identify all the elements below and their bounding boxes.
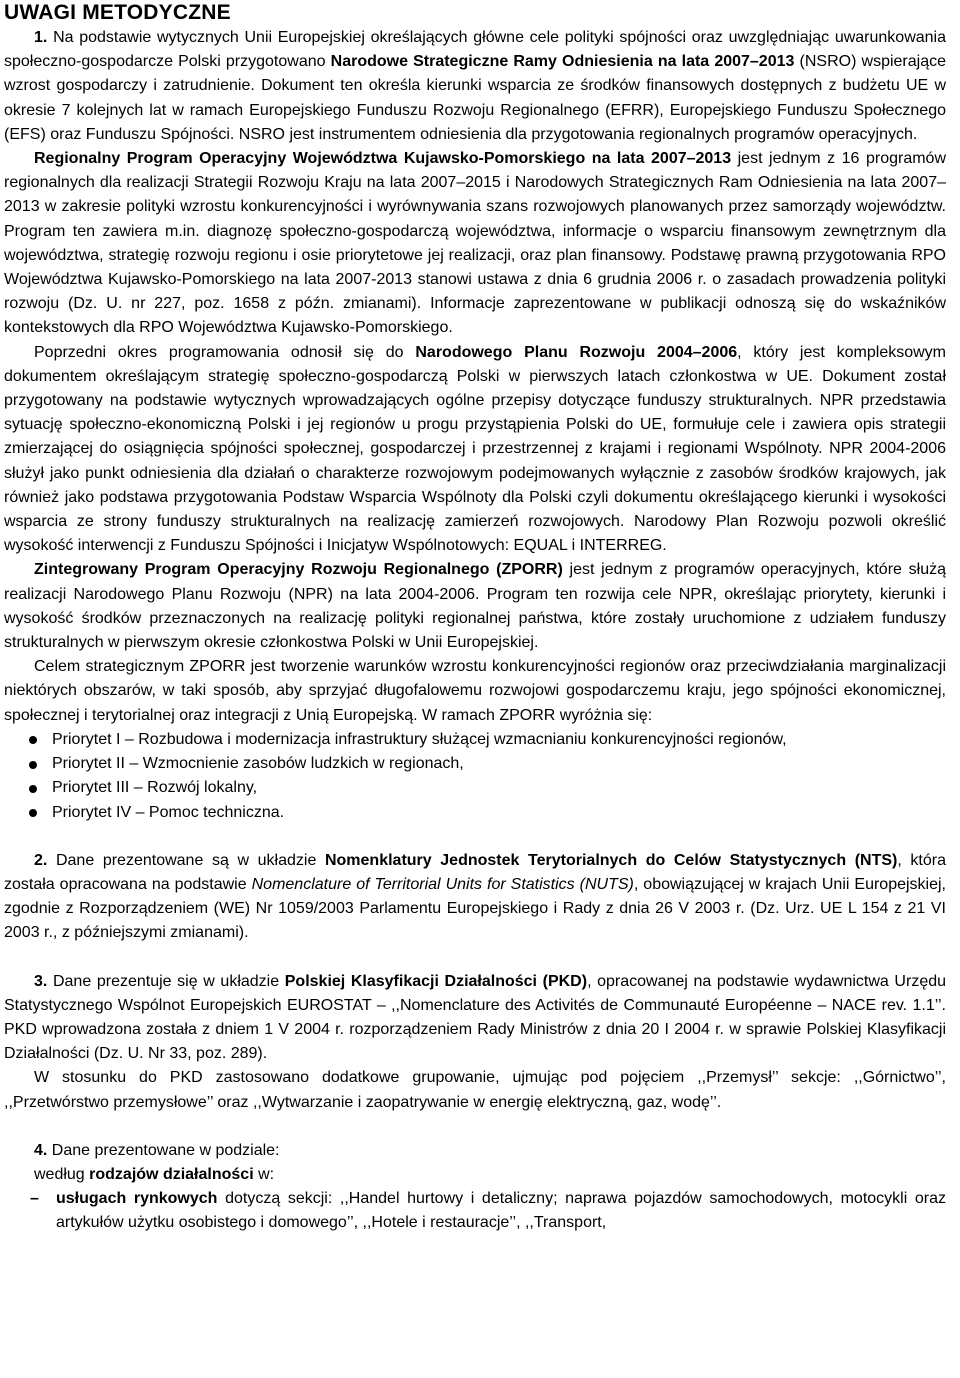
bullet-icon [29,809,37,817]
priorities-list [4,728,946,825]
term-nsro: Narodowe Strategiczne Ramy Odniesienia na lata 2007–2013 [330,53,795,71]
paragraph-market-services: – usługach rynkowych dotyczą sekcji: ,,Handel hurtowy i detaliczny; naprawa pojazdów samochodowych, motocykli oraz artykułów użytku osobistego i domowego’’, ,,Hotele i restauracje’’, ,,Transport, [4,1187,946,1235]
term-nts: Nomenklatury Jednostek Terytorialnych do Celów Statystycznych (NTS) [324,851,898,869]
term-npr: Narodowego Planu Rozwoju 2004–2006 [415,343,738,361]
paragraph-industry-grouping: W stosunku do PKD zastosowano dodatkowe grupowanie, ujmując pod pojęciem ,,Przemysł’’ sekcje: ,,Górnictwo’’, ,,Przetwórstwo przemysłowe’’ oraz ,,Wytwarzanie i zaopatrywanie w energię elektryczną, gaz, wodę’’. [4,1069,946,1111]
list-item: Priorytet II – Wzmocnienie zasobów ludzkich w regionach, [26,752,946,776]
item-number: 3. [34,972,53,990]
paragraph-pkd: 3. Dane prezentuje się w układzie Polskiej Klasyfikacji Działalności (PKD), opracowanej na podstawie wydawnictwa Urzędu Statystycznego Wspólnot Europejskich EUROSTAT – ,,Nomenclature des Activités de Communauté Européenne – NACE rev. 1.1’’. PKD wprowadzona została z dniem 1 V 2004 r. rozporządzeniem Rady Ministrów z dnia 20 I 2004 r. w sprawie Polskiej Klasyfikacji Działalności (Dz. U. Nr 33, poz. 289). [4,972,947,1063]
paragraph-breakdown: 4. Dane prezentowane w podziale: [34,1141,280,1159]
spacer [4,1115,946,1139]
term-activity-types: rodzajów działalności [89,1165,254,1183]
list-item: Priorytet IV – Pomoc techniczna. [26,801,946,825]
paragraph-nts: 2. Dane prezentowane są w układzie Nomenklatury Jednostek Terytorialnych do Celów Statystycznych (NTS), która została opracowana na podstawie Nomenclature of Territorial Units for Statistics (NUTS), obowiązującej w krajach Unii Europejskiej, zgodnie z Rozporządzeniem (WE) Nr 1059/2003 Parlamentu Europejskiego i Rady z dnia 26 V 2003 r. (Dz. Urz. UE L 154 z 21 VI 2003 r., z późniejszymi zmianami). [4,851,947,942]
list-item: Priorytet I – Rozbudowa i modernizacja infrastruktury służącej wzmacnianiu konkurencyjności regionów, [26,728,946,752]
paragraph-zporr: Zintegrowany Program Operacyjny Rozwoju Regionalnego (ZPORR) jest jednym z programów operacyjnych, które służą realizacji Narodowego Planu Rozwoju (NPR) na lata 2004-2006. Program ten rozwija cele NPR, określając priorytety, kierunki i wysokość środków przeznaczonych na realizację polityki regionalnej państwa, które zostały uruchomione z udziałem funduszy strukturalnych w pierwszym okresie członkostwa Polski w Unii Europejskiej. [4,561,947,652]
term-nuts: Nomenclature of Territorial Units for Statistics (NUTS) [251,875,634,893]
paragraph-rpo: Regionalny Program Operacyjny Województwa Kujawsko-Pomorskiego na lata 2007–2013 jest jednym z 16 programów regionalnych dla realizacji Strategii Rozwoju Kraju na lata 2007–2015 i Narodowych Strategicznych Ram Odniesienia na lata 2007–2013 w zakresie polityki wzrostu konkurencyjności i wyrównywania szans rozwojowych planowanych przez samorządy województw. Program ten zawiera m.in. diagnozę społeczno-gospodarczą województwa, informacje o wsparciu finansowym zewnętrznym dla województwa, strategię rozwoju regionu i osie priorytetowe jej realizacji, oraz plan finansowy. Podstawę prawną przygotowania RPO Województwa Kujawsko-Pomorskiego na lata 2007-2013 stanowi ustawa z dnia 6 grudnia 2006 r. o zasadach prowadzenia polityki rozwoju (Dz. U. nr 227, poz. 1658 z późn. zmianami). Informacje zaprezentowane w publikacji odnoszą się do wskaźników kontekstowych dla RPO Województwa Kujawsko-Pomorskiego. [4,150,946,337]
spacer [4,946,946,970]
item-number: 1. [34,29,54,46]
bullet-icon [29,736,37,744]
dash-marker: – [30,1190,39,1208]
page-title: UWAGI METODYCZNE [4,1,231,24]
term-rpo: Regionalny Program Operacyjny Województwa Kujawsko-Pomorskiego na lata 2007–2013 [34,150,732,168]
paragraph-nsro: 1. Na podstawie wytycznych Unii Europejskiej określających główne cele polityki spójności oraz uwzględniając uwarunkowania społeczno-gospodarcze Polski przygotowano Narodowe Strategiczne Ramy Odniesienia na lata 2007–2013 (NSRO) wspierające wzrost gospodarczy i zatrudnienie. Dokument ten określa kierunki wsparcia ze środków finansowych dostępnych z budżetu UE w okresie 7 kolejnych lat w ramach Europejskiego Funduszu Rozwoju Regionalnego (EFRR), Europejskiego Funduszu Społecznego (EFS) oraz Funduszu Spójności. NSRO jest instrumentem odniesienia dla przygotowania regionalnych programów operacyjnych. [4,29,947,143]
list-item: Priorytet III – Rozwój lokalny, [26,776,946,800]
bullet-icon [29,761,37,769]
item-number: 4. [34,1141,52,1159]
spacer [4,825,946,849]
term-market-services: usługach rynkowych [56,1190,218,1208]
paragraph-by-activity: według rodzajów działalności w: [34,1165,275,1183]
term-pkd: Polskiej Klasyfikacji Działalności (PKD) [284,972,588,990]
term-zporr: Zintegrowany Program Operacyjny Rozwoju Regionalnego (ZPORR) [34,561,563,579]
paragraph-zporr-goal: Celem strategicznym ZPORR jest tworzenie warunków wzrostu konkurencyjności regionów oraz przeciwdziałania marginalizacji niektórych obszarów, w taki sposób, aby sprzyjać długofalowemu rozwojowi gospodarczemu kraju, jego spójności ekonomicznej, społecznej i terytorialnej oraz integracji z Unią Europejską. W ramach ZPORR wyróżnia się: [4,658,946,724]
paragraph-npr: Poprzedni okres programowania odnosił się do Narodowego Planu Rozwoju 2004–2006, który jest kompleksowym dokumentem określającym strategię społeczno-gospodarczą Polski w pierwszych latach członkostwa w UE. Dokument został przygotowany na podstawie wytycznych wprowadzających ogólne przepisy dotyczące funduszy strukturalnych. NPR przedstawia sytuację społeczno-ekonomiczną Polski i jej regionów u progu przystąpienia Polski do UE, formułuje cele i zawiera opis strategii zmierzającej do osiągnięcia spójności społecznej, gospodarczej i przestrzennej z krajami i regionami Wspólnoty. NPR 2004-2006 służył jako punkt odniesienia dla działań o charakterze rozwojowym podejmowanych wyłącznie z zasobów środków krajowych, jak również jako podstawa przygotowania Podstaw Wsparcia Wspólnoty dla Polski czyli dokumentu określającego kierunki i wysokości wsparcia ze strony funduszy strukturalnych na realizację zamierzeń rozwojowych. Narodowy Plan Rozwoju pozwoli określić wysokość interwencji z Funduszu Spójności i Inicjatyw Wspólnotowych: EQUAL i INTERREG. [4,343,946,555]
item-number: 2. [34,851,56,869]
bullet-icon [29,785,37,793]
